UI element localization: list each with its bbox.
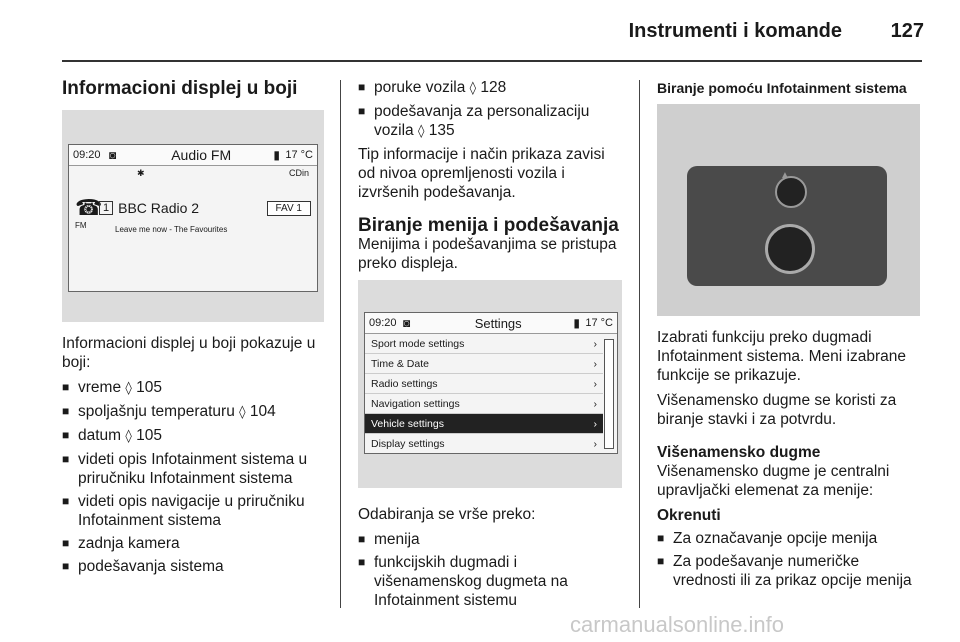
- screen-title: Audio FM: [171, 147, 232, 163]
- clock-text: 09:20: [369, 317, 397, 329]
- list-item: ■ datum ◊ 105: [62, 426, 328, 446]
- running-header-title: Instrumenti i komande: [628, 20, 842, 42]
- chevron-right-icon: ›: [593, 337, 597, 350]
- audio-screen: [68, 144, 318, 292]
- column-3-text: [657, 328, 922, 594]
- fav-indicator: FAV 1: [267, 201, 312, 216]
- paragraph: Višenamensko dugme se koristi za biranje stavki i za potvrdu.: [657, 392, 897, 428]
- menu-item-label: Navigation settings: [371, 397, 460, 410]
- list-item: ■ podešavanja sistema: [62, 557, 328, 576]
- intro-text: Informacioni displej u boji pokazuje u boji:: [62, 335, 316, 371]
- station-name: BBC Radio 2: [118, 200, 200, 216]
- list-item: ■ zadnja kamera: [62, 534, 328, 553]
- menu-item[interactable]: [365, 394, 603, 414]
- track-title: Leave me now - The Favourites: [115, 225, 228, 234]
- paragraph: Menijima i podešavanjima se pristupa preko displeja.: [358, 236, 617, 272]
- thermometer-icon: ▮: [573, 316, 580, 330]
- section-heading: Informacioni displej u boji: [62, 78, 298, 99]
- subsection-heading: Biranje pomoću Infotainment sistema: [657, 80, 907, 96]
- column-divider: [340, 80, 341, 608]
- paragraph: Odabiranja se vrše preko:: [358, 506, 536, 523]
- menu-item-label: Radio settings: [371, 377, 438, 390]
- audio-display-figure: [62, 110, 324, 322]
- list-item: ■ menija: [358, 530, 626, 549]
- menu-item[interactable]: [365, 434, 603, 454]
- column-2-text-top: [358, 78, 626, 279]
- menu-item[interactable]: [365, 414, 603, 434]
- chevron-right-icon: ›: [593, 357, 597, 370]
- section-heading: Biranje menija i podešavanja: [358, 215, 619, 236]
- fm-icon: ☎: [75, 195, 103, 220]
- list-item: ■ Za podešavanje numeričke vrednosti ili za prikaz opcije menija: [657, 552, 922, 590]
- list-item: ■ videti opis Infotainment sistema u priručniku Infotainment sistema: [62, 450, 328, 488]
- menu-item[interactable]: [365, 354, 603, 374]
- menu-item-label: Sport mode settings: [371, 337, 465, 350]
- temperature-text: 17 °C: [585, 317, 613, 329]
- band-label: FM: [75, 221, 87, 230]
- menu-item-label: Time & Date: [371, 357, 429, 370]
- paragraph: Tip informacije i način prikaza zavisi od nivoa opremljenosti vozila i izvršenih podešavanja.: [358, 146, 605, 201]
- paragraph: Izabrati funkciju preko dugmadi Infotainment sistema. Meni izabrane funkcije se prikazuje.: [657, 329, 906, 384]
- source-label: CDin: [288, 168, 309, 178]
- paragraph: Višenamensko dugme je centralni upravljački elemenat za menije:: [657, 463, 890, 499]
- infotainment-controls-figure: [657, 104, 920, 316]
- menu-item[interactable]: [365, 334, 603, 354]
- settings-menu: [365, 334, 603, 454]
- settings-screen: [364, 312, 618, 454]
- multifunction-knob-icon: [765, 224, 815, 274]
- menu-item-label: Vehicle settings: [371, 417, 444, 430]
- screen-title: Settings: [474, 315, 522, 331]
- list-item: ■ videti opis navigacije u priručniku Infotainment sistema: [62, 492, 328, 530]
- source-icon: ◙: [403, 316, 411, 330]
- list-item: ■ spoljašnju temperaturu ◊ 104: [62, 402, 328, 422]
- column-divider: [639, 80, 640, 608]
- chevron-right-icon: ›: [593, 397, 597, 410]
- hazard-icon: ▲: [780, 170, 790, 181]
- chevron-right-icon: ›: [593, 377, 597, 390]
- list-item: ■ vreme ◊ 105: [62, 378, 328, 398]
- bluetooth-icon: ✱: [137, 168, 145, 178]
- chevron-right-icon: ›: [593, 437, 597, 450]
- preset-number: 1: [99, 201, 113, 215]
- column-2-text-bottom: [358, 505, 626, 614]
- selection-list: [358, 530, 626, 610]
- source-icon: ◙: [109, 148, 117, 162]
- subsection-heading: Okrenuti: [657, 507, 721, 524]
- info-list: [62, 378, 328, 576]
- screen-status-bar: [69, 145, 317, 166]
- scrollbar[interactable]: [604, 339, 614, 449]
- settings-display-figure: [358, 280, 622, 488]
- list-item: ■ podešavanja za personalizaciju vozila ◊ 135: [358, 102, 626, 141]
- screen-status-bar: [365, 313, 617, 334]
- column-1-text: [62, 334, 328, 580]
- list-item: ■ Za označavanje opcije menija: [657, 529, 922, 548]
- page-number: 127: [890, 20, 924, 42]
- subsection-heading: Višenamensko dugme: [657, 444, 821, 461]
- chevron-right-icon: ›: [593, 417, 597, 430]
- info-list-continued: [358, 78, 626, 141]
- temperature-text: 17 °C: [285, 149, 313, 161]
- watermark: carmanualsonline.info: [570, 612, 785, 637]
- header-rule: [62, 60, 922, 62]
- menu-item-label: Display settings: [371, 437, 445, 450]
- list-item: ■ funkcijskih dugmadi i višenamenskog dugmeta na Infotainment sistemu: [358, 553, 626, 610]
- menu-item[interactable]: [365, 374, 603, 394]
- clock-text: 09:20: [73, 149, 101, 161]
- list-item: ■ poruke vozila ◊ 128: [358, 78, 626, 98]
- thermometer-icon: ▮: [273, 148, 280, 162]
- rotate-list: [657, 529, 922, 590]
